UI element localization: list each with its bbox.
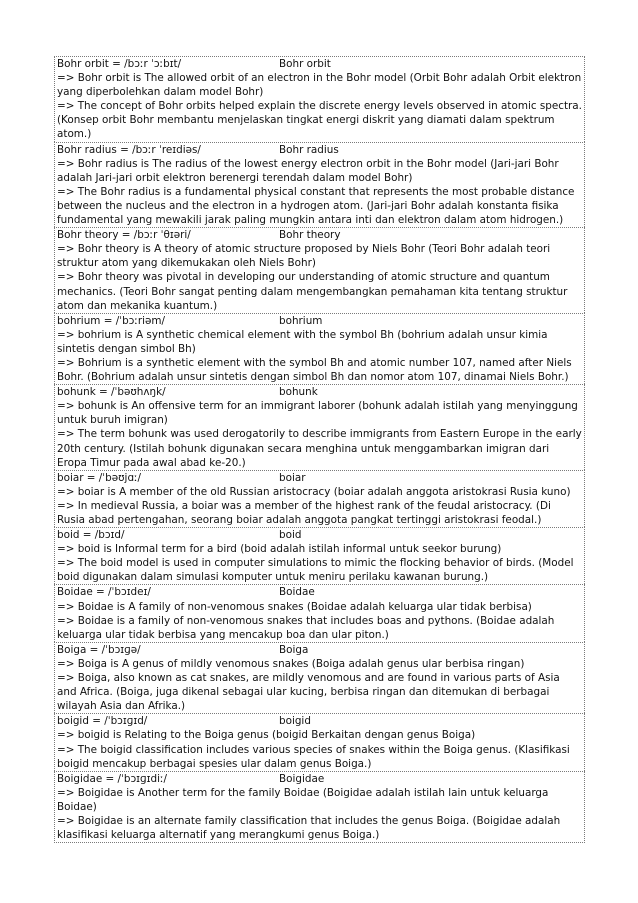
entry-heading (55, 228, 584, 242)
entry-example: => The concept of Bohr orbits helped explain the discrete energy levels observed in atomic spectra. (Konsep orbit Bohr membantu menjelaskan tingkat energi diskrit yang diamati dalam spektrum atom.) (57, 100, 582, 141)
entry-example: => The Bohr radius is a fundamental physical constant that represents the most probable distance between the nucleus and the electron in a hydrogen atom. (Jari-jari Bohr adalah konstanta fisika fundamental yang mewakili jarak paling mungkin antara inti dan elektron dalam atom hidrogen.) (57, 185, 575, 227)
entry-example: => The boid model is used in computer simulations to mimic the flocking behavior of birds. (Model boid digunakan dalam simulasi komputer untuk meniru perilaku kawanan burung.) (57, 557, 574, 584)
entry-heading (55, 528, 584, 542)
entry-pronunciation: Bohr orbit = /bɔːr ˈɔːbɪt/ (57, 58, 182, 70)
entry-heading (55, 772, 584, 786)
entry-word: bohunk (279, 386, 318, 399)
entry-definition: => Bohr orbit is The allowed orbit of an electron in the Bohr model (Orbit Bohr adalah Orbit elektron yang diperbolehkan dalam model Bohr) (57, 72, 582, 99)
entry-definition: => Boigidae is Another term for the family Boidae (Boigidae adalah istilah lain untuk keluarga Boidae) (57, 786, 549, 813)
dictionary-entry (54, 584, 585, 641)
entry-word: boigid (279, 715, 311, 728)
entry-word: Boidae (279, 586, 315, 599)
entry-pronunciation: boiar = /ˈbəʊjɑː/ (57, 471, 142, 484)
entry-example: => The term bohunk was used derogatorily to describe immigrants from Eastern Europe in the early 20th century. (Istilah bohunk digunakan secara menghina untuk menggambarkan imigran dari Eropa Timur pada awal abad ke-20.) (57, 428, 582, 469)
entry-pronunciation: Boigidae = /ˈbɔɪɡɪdiː/ (57, 772, 167, 785)
entry-definition: => Boidae is A family of non-venomous snakes (Boidae adalah keluarga ular tidak berbisa) (57, 600, 532, 613)
entry-word: Bohr theory (279, 229, 341, 242)
entry-word: bohrium (279, 314, 323, 327)
dictionary-entry (54, 384, 585, 470)
dictionary-entry (54, 313, 585, 384)
entry-heading (55, 585, 584, 599)
entry-heading (55, 314, 584, 328)
entry-definition: => Boiga is A genus of mildly venomous snakes (Boiga adalah genus ular berbisa ringan) (57, 657, 525, 670)
entry-definition: => boid is Informal term for a bird (boid adalah istilah informal untuk seekor burung) (57, 543, 502, 556)
entry-pronunciation: Bohr theory = /bɔːr ˈθɪəri/ (57, 229, 191, 242)
dictionary-entry (54, 227, 585, 313)
entry-example: => Boigidae is an alternate family classification that includes the genus Boiga. (Boigidae adalah klasifikasi keluarga alternatif yang merangkumi genus Boiga.) (57, 814, 561, 842)
dictionary-entry (54, 527, 585, 584)
entry-definition: => boigid is Relating to the Boiga genus (boigid Berkaitan dengan genus Boiga) (57, 729, 476, 742)
entry-word: Bohr radius (279, 143, 339, 156)
dictionary-entry (54, 142, 585, 228)
entry-heading (55, 714, 584, 728)
entry-pronunciation: boigid = /ˈbɔɪɡɪd/ (57, 715, 148, 728)
entry-example: => Boidae is a family of non-venomous snakes that includes boas and pythons. (Boidae adalah keluarga ular tidak berbisa yang mencakup boa dan ular piton.) (57, 614, 555, 641)
entry-word: boid (279, 529, 302, 542)
entry-definition: => Bohr theory is A theory of atomic structure proposed by Niels Bohr (Teori Bohr adalah teori struktur atom yang dikemukakan oleh Niels Bohr) (57, 243, 551, 270)
entry-pronunciation: bohrium = /ˈbɔːriəm/ (57, 314, 166, 327)
entry-heading (55, 57, 584, 71)
dictionary-entry (54, 771, 585, 843)
entry-definition: => bohrium is A synthetic chemical element with the symbol Bh (bohrium adalah unsur kimia sintetis dengan simbol Bh) (57, 328, 548, 355)
dictionary-sheet (54, 56, 585, 843)
entry-word: Boiga (279, 643, 309, 656)
dictionary-entry (54, 56, 585, 142)
entry-heading (55, 643, 584, 657)
entry-pronunciation: Bohr radius = /bɔːr ˈreɪdiəs/ (57, 143, 201, 156)
entry-example: => Bohr theory was pivotal in developing our understanding of atomic structure and quantum mechanics. (Teori Bohr sangat penting dalam mengembangkan pemahaman kita tentang struktur atom dan mekanika kuantum.) (57, 271, 568, 312)
entry-pronunciation: boid = /bɔɪd/ (57, 529, 125, 542)
dictionary-entry (54, 470, 585, 527)
entry-heading (55, 385, 584, 399)
dictionary-entry (54, 642, 585, 713)
entry-word: Boigidae (279, 772, 325, 785)
entry-word: Bohr orbit (279, 58, 331, 70)
dictionary-entry (54, 713, 585, 770)
entry-example: => The boigid classification includes various species of snakes within the Boiga genus. (Klasifikasi boigid mencakup berbagai spesies ular dalam genus Boiga.) (57, 743, 570, 770)
entry-pronunciation: Boiga = /ˈbɔɪɡə/ (57, 643, 141, 656)
entry-example: => In medieval Russia, a boiar was a member of the highest rank of the feudal aristocracy. (Di Rusia abad pertengahan, seorang boiar adalah anggota pangkat tertinggi aristokrasi feodal.) (57, 499, 551, 526)
entry-pronunciation: bohunk = /ˈbəʊhʌŋk/ (57, 386, 166, 399)
entry-pronunciation: Boidae = /ˈbɔɪdeɪ/ (57, 586, 151, 599)
entry-heading (55, 143, 584, 157)
entry-definition: => Bohr radius is The radius of the lowest energy electron orbit in the Bohr model (Jari-jari Bohr adalah Jari-jari orbit elektron berenergi terendah dalam model Bohr) (57, 157, 559, 184)
entry-definition: => bohunk is An offensive term for an immigrant laborer (bohunk adalah istilah yang menyinggung untuk buruh imigran) (57, 400, 578, 427)
entry-heading (55, 471, 584, 485)
entry-example: => Bohrium is a synthetic element with the symbol Bh and atomic number 107, named after Niels Bohr. (Bohrium adalah unsur sintetis dengan simbol Bh dan nomor atom 107, dinamai Niels Bohr.) (57, 356, 572, 384)
entry-example: => Boiga, also known as cat snakes, are mildly venomous and are found in various parts of Asia and Africa. (Boiga, juga dikenal sebagai ular kucing, berbisa ringan dan ditemukan di berbagai wilayah Asia dan Afrika.) (57, 672, 560, 713)
entry-word: boiar (279, 471, 306, 484)
entry-definition: => boiar is A member of the old Russian aristocracy (boiar adalah anggota aristokrasi Rusia kuno) (57, 485, 571, 498)
